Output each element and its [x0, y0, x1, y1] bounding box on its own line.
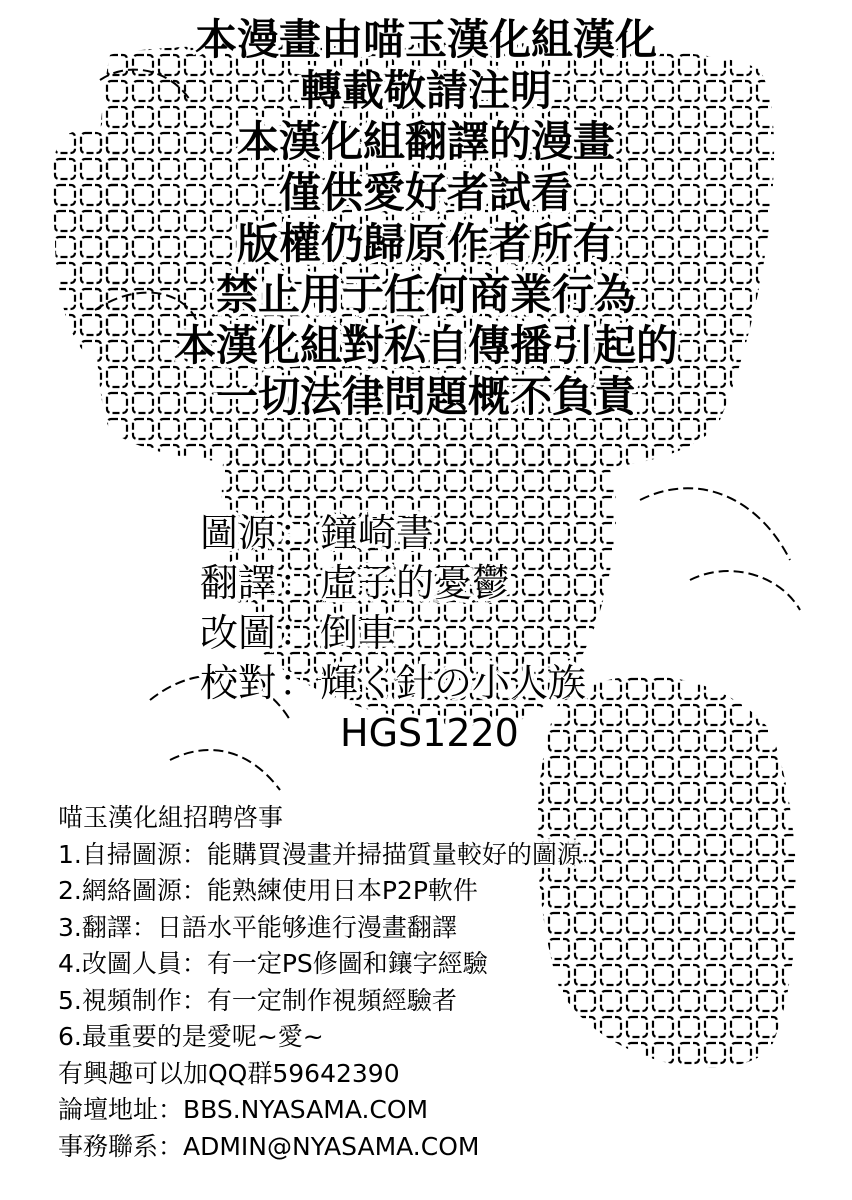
recruit-item: 1.自掃圖源：能購買漫畫并掃描質量較好的圖源 — [58, 839, 582, 869]
recruit-title: 喵玉漢化組招聘啓事 — [58, 803, 284, 832]
notice-line: 本漫畫由喵玉漢化組漢化 — [194, 15, 657, 64]
notice-line: 一切法律問題概不負責 — [215, 372, 636, 421]
credit-value: 倒車 — [320, 611, 397, 655]
staff-credits — [200, 508, 586, 758]
notice-line: 轉載敬請注明 — [299, 66, 552, 115]
recruitment-notice — [58, 800, 582, 1165]
notice-line: 僅供愛好者試看 — [278, 168, 573, 217]
recruit-forum-address: 論壇地址：BBS.NYASAMA.COM — [58, 1095, 429, 1124]
credit-value: 輝く針の小人族 — [320, 661, 587, 705]
credit-separator: ： — [279, 661, 318, 705]
recruit-contact: 事務聯系：ADMIN@NYASAMA.COM — [58, 1131, 480, 1161]
credit-row-proofreading — [200, 658, 586, 708]
recruit-item: 3.翻譯：日語水平能够進行漫畫翻譯 — [58, 912, 457, 942]
recruit-item: 4.改圖人員：有一定PS修圖和鑲字經驗 — [58, 949, 488, 978]
credit-row-editing — [200, 608, 586, 658]
notice-line: 本漢化組翻譯的漫畫 — [236, 117, 615, 166]
credit-label: 校對 — [200, 661, 277, 705]
credit-separator: ： — [279, 561, 318, 605]
credit-label: 翻譯 — [200, 561, 277, 605]
recruit-item: 6.最重要的是愛呢~愛~ — [58, 1022, 324, 1051]
credit-value: 鐘崎書 — [320, 511, 435, 555]
credit-row-translation — [200, 558, 586, 608]
credit-label: 改圖 — [200, 611, 277, 655]
notice-line: 版權仍歸原作者所有 — [236, 219, 615, 268]
recruit-item: 5.視頻制作：有一定制作視頻經驗者 — [58, 985, 457, 1015]
credit-extra-name: HGS1220 — [340, 711, 519, 755]
recruit-item: 2.網絡圖源：能熟練使用日本P2P軟件 — [58, 876, 478, 905]
recruit-qq-group: 有興趣可以加QQ群59642390 — [58, 1058, 400, 1088]
credit-separator: ： — [279, 611, 318, 655]
notice-line: 本漢化組對私自傳播引起的 — [173, 321, 678, 370]
credit-separator: ： — [279, 511, 318, 555]
reprint-notice — [0, 14, 852, 422]
credit-value: 虛子的憂鬱 — [320, 561, 511, 605]
notice-line: 禁止用于任何商業行為 — [215, 270, 636, 319]
credit-label: 圖源 — [200, 511, 277, 555]
credit-row-source — [200, 508, 586, 558]
